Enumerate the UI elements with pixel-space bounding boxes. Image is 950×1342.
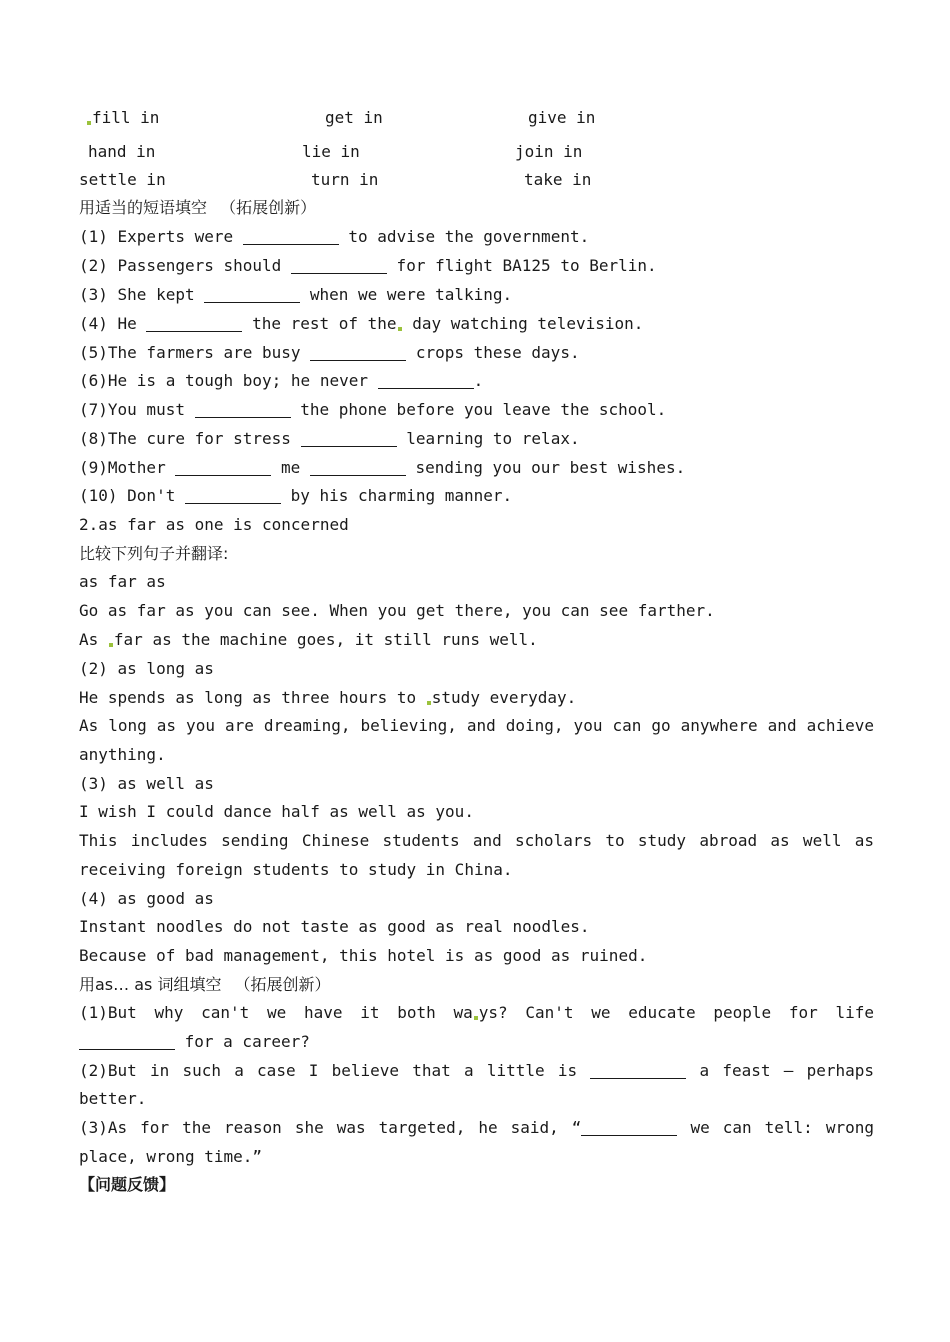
phrase-turn-in: turn in: [311, 170, 379, 189]
group2-sentence-2-line-1: As long as you are dreaming, believing, and doing, you can go anywhere and achieve: [79, 716, 874, 735]
answer-blank: [310, 344, 406, 361]
exercise1-item-2: (2) Passengers should for flight BA125 to Berlin.: [79, 256, 657, 275]
answer-blank: [291, 257, 387, 274]
exercise2-q2-line-1: (2)But in such a case I believe that a little is a feast — perhaps: [79, 1061, 874, 1080]
answer-blank: [243, 228, 339, 245]
exercise2-q2-line-2: better.: [79, 1089, 147, 1108]
exercise1-item-9: (9)Mother me sending you our best wishes.: [79, 458, 686, 477]
phrase-give-in: give in: [528, 108, 596, 127]
answer-blank: [204, 286, 300, 303]
exercise2-title: 用as… as 词组填空 （拓展创新）: [79, 975, 331, 994]
group1-sentence-1: Go as far as you can see. When you get there, you can see farther.: [79, 601, 715, 620]
exercise1-item-8: (8)The cure for stress learning to relax.: [79, 429, 580, 448]
phrase-get-in: get in: [325, 108, 383, 127]
exercise1-item-4: (4) He the rest of the day watching television.: [79, 314, 644, 333]
marker-dot: [474, 1016, 478, 1020]
group4-sentence-1: Instant noodles do not taste as good as real noodles.: [79, 917, 590, 936]
marker-dot: [398, 327, 402, 331]
phrase-settle-in: settle in: [79, 170, 166, 189]
answer-blank: [175, 459, 271, 476]
exercise2-q3-line-2: place, wrong time.”: [79, 1147, 263, 1166]
answer-blank: [195, 401, 291, 418]
group3-title: (3) as well as: [79, 774, 214, 793]
exercise2-q1-line-1: (1)But why can't we have it both wa ys? Can't we educate people for life: [79, 1003, 875, 1022]
answer-blank: [378, 372, 474, 389]
group2-title: (2) as long as: [79, 659, 214, 678]
group4-sentence-2: Because of bad management, this hotel is as good as ruined.: [79, 946, 648, 965]
marker-dot: [87, 121, 91, 125]
answer-blank: [185, 487, 281, 504]
exercise2-q3-line-1: (3)As for the reason she was targeted, he said, “ we can tell: wrong: [79, 1118, 874, 1137]
group1-title: as far as: [79, 572, 166, 591]
section2-heading: 2.as far as one is concerned: [79, 515, 349, 534]
answer-blank: [310, 459, 406, 476]
group2-sentence-1: He spends as long as three hours to study everyday.: [79, 688, 577, 707]
answer-blank: [79, 1033, 175, 1050]
group3-sentence-1: I wish I could dance half as well as you.: [79, 802, 474, 821]
exercise1-item-6: (6)He is a tough boy; he never .: [79, 371, 484, 390]
phrase-take-in: take in: [524, 170, 592, 189]
section2-instruction: 比较下列句子并翻译:: [79, 544, 229, 563]
answer-blank: [581, 1119, 677, 1136]
phrase-join-in: join in: [515, 142, 583, 161]
phrase-fill-in: fill in: [86, 103, 159, 132]
phrase-hand-in: hand in: [88, 142, 156, 161]
exercise2-q1-line-2: for a career?: [79, 1027, 874, 1056]
group1-sentence-2: As far as the machine goes, it still runs well.: [79, 630, 538, 649]
marker-dot: [427, 701, 431, 705]
answer-blank: [146, 315, 242, 332]
group2-sentence-2-line-2: anything.: [79, 745, 166, 764]
group3-sentence-2-line-2: receiving foreign students to study in China.: [79, 860, 513, 879]
marker-dot: [109, 643, 113, 647]
exercise1-item-7: (7)You must the phone before you leave the school.: [79, 400, 667, 419]
exercise1-title: 用适当的短语填空 （拓展创新）: [79, 198, 317, 217]
answer-blank: [590, 1062, 686, 1079]
group3-sentence-2-line-1: This includes sending Chinese students and scholars to study abroad as well as: [79, 831, 874, 850]
exercise1-item-1: (1) Experts were to advise the government.: [79, 227, 590, 246]
feedback-heading: 【问题反馈】: [79, 1175, 176, 1194]
exercise1-item-10: (10) Don't by his charming manner.: [79, 486, 513, 505]
exercise1-item-5: (5)The farmers are busy crops these days.: [79, 343, 580, 362]
group4-title: (4) as good as: [79, 889, 214, 908]
exercise1-item-3: (3) She kept when we were talking.: [79, 285, 513, 304]
phrase-lie-in: lie in: [302, 142, 360, 161]
answer-blank: [301, 430, 397, 447]
